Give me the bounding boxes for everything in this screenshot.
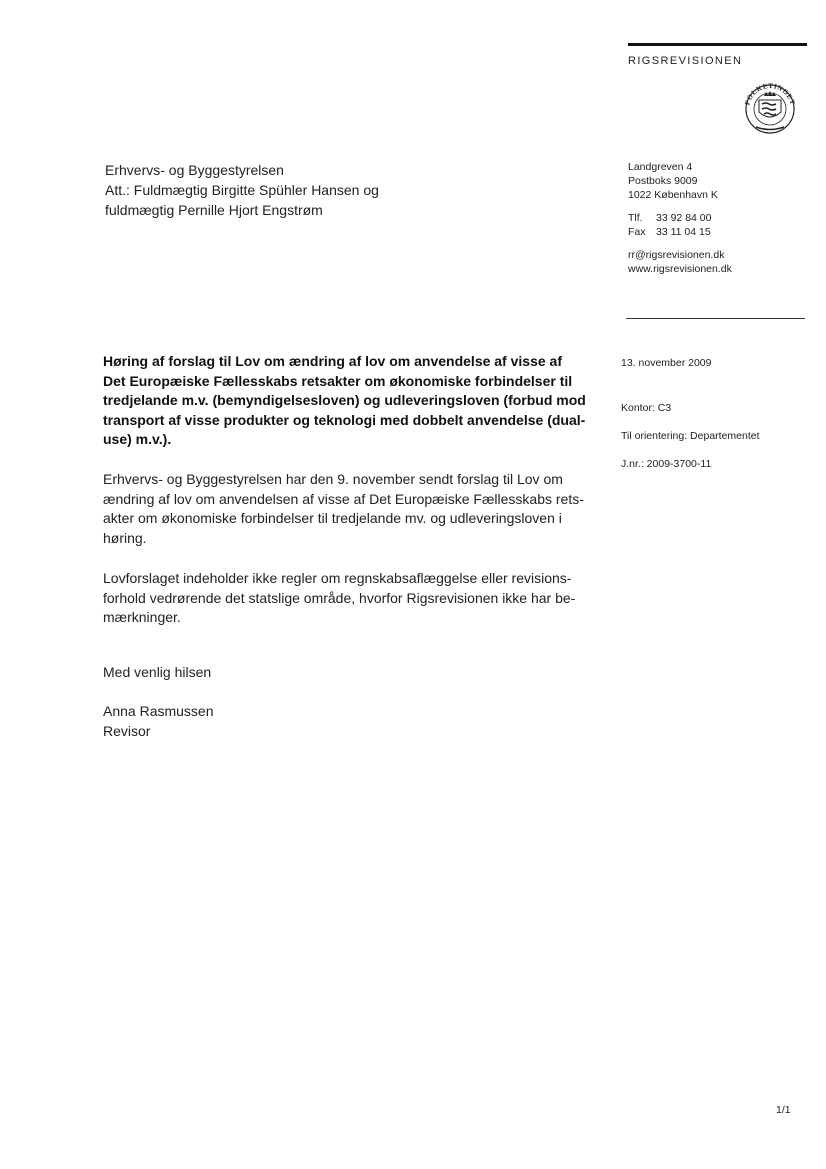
subject-line: Det Europæiske Fællesskabs retsakter om økonomiske forbindelser til (103, 372, 573, 389)
sender-address-line: 1022 København K (628, 189, 718, 201)
cc-line: Til orientering: Departementet (621, 430, 760, 442)
signer-name: Anna Rasmussen (103, 703, 214, 719)
subject-line: Høring af forslag til Lov om ændring af lov om anvendelse af visse af (103, 353, 562, 369)
paragraph-line: mærkninger. (103, 609, 181, 625)
reference-number: J.nr.: 2009-3700-11 (621, 458, 712, 470)
folketinget-seal-icon (737, 78, 803, 134)
phone-row (628, 211, 732, 225)
subject-heading (103, 352, 586, 450)
sender-address-line: Postboks 9009 (628, 175, 698, 187)
phone-number: 33 92 84 00 (656, 212, 712, 224)
seal-text: FOLKETINGET (743, 81, 797, 107)
closing-salutation: Med venlig hilsen (103, 664, 212, 680)
sender-divider (626, 318, 805, 319)
recipient-line: fuldmægtig Pernille Hjort Engstrøm (105, 202, 323, 218)
phone-label: Tlf. (628, 212, 643, 224)
website-address: www.rigsrevisionen.dk (628, 263, 732, 275)
sender-address-line: Landgreven 4 (628, 161, 693, 173)
paragraph-line: ændring af lov om anvendelsen af visse af Det Europæiske Fællesskabs rets- (103, 490, 584, 507)
letter-date: 13. november 2009 (621, 357, 712, 369)
fax-number: 33 11 04 15 (656, 226, 711, 238)
paragraph-line: akter om økonomiske forbindelser til tredjelande mv. og udleveringsloven i (103, 510, 562, 526)
paragraph-line: Lovforslaget indeholder ikke regler om regnskabsaflæggelse eller revisions- (103, 570, 572, 586)
body-paragraph-2 (103, 569, 575, 628)
sender-contact-block (628, 160, 732, 276)
email-address: rr@rigsrevisionen.dk (628, 249, 725, 261)
org-name: RIGSREVISIONEN (628, 55, 743, 67)
page-number: 1/1 (776, 1104, 791, 1116)
subject-line: transport af visse produkter og teknologi med dobbelt anvendelse (dual- (103, 411, 586, 428)
header-rule (628, 43, 807, 46)
office-code: Kontor: C3 (621, 402, 672, 414)
paragraph-line: Erhvervs- og Byggestyrelsen har den 9. november sendt forslag til Lov om (103, 471, 563, 487)
recipient-line: Att.: Fuldmægtig Birgitte Spühler Hansen og (105, 182, 379, 198)
recipient-address (105, 160, 379, 220)
signer-title: Revisor (103, 722, 151, 739)
fax-label: Fax (628, 226, 646, 238)
signature-block (103, 702, 214, 741)
subject-line: tredjelande m.v. (bemyndigelsesloven) og udleveringsloven (forbud mod (103, 392, 586, 408)
recipient-line: Erhvervs- og Byggestyrelsen (105, 162, 284, 178)
paragraph-line: forhold vedrørende det statslige område, hvorfor Rigsrevisionen ikke har be- (103, 589, 576, 606)
paragraph-line: høring. (103, 529, 147, 546)
subject-line: use) m.v.). (103, 431, 172, 447)
body-paragraph-1 (103, 470, 584, 548)
fax-row (628, 225, 732, 239)
